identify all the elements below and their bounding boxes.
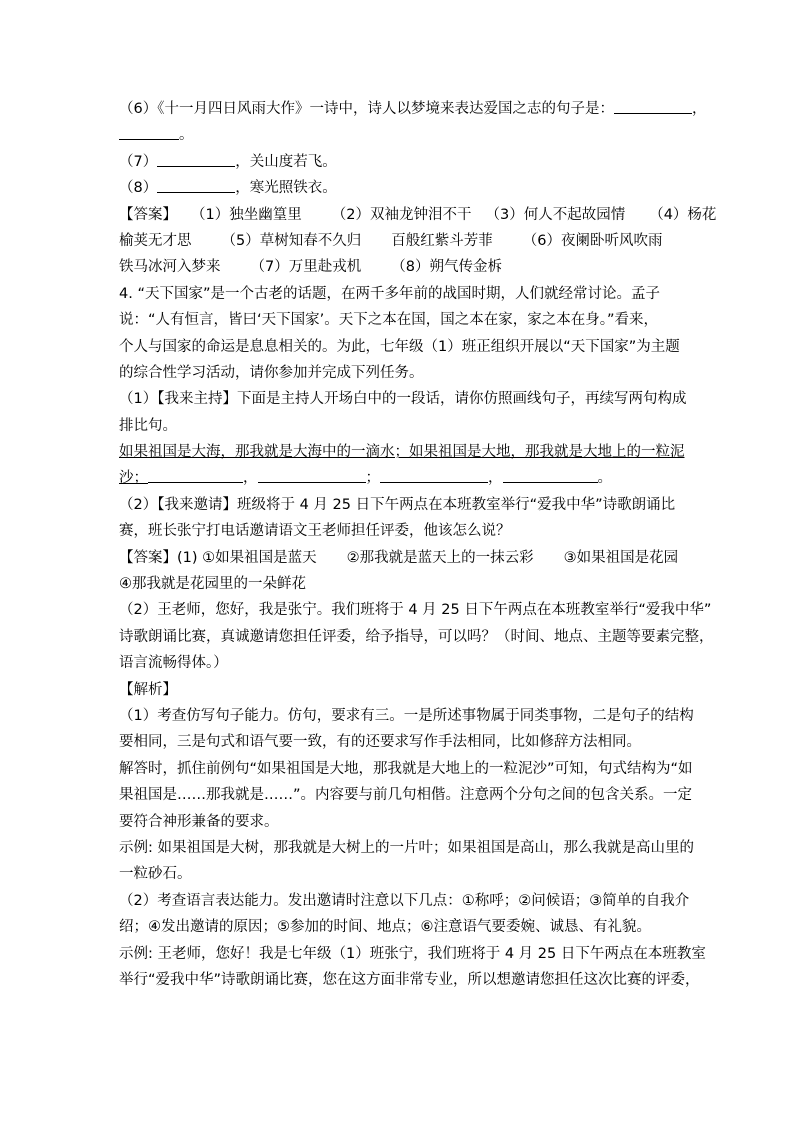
- answer-blank: [380, 468, 488, 483]
- analysis-p1b: 要相同，三是句式和语气要一致，有的还要求写作手法相同，比如修辞方法相同。: [119, 734, 641, 751]
- answer-item: （6）夜阑卧听风吹雨: [522, 232, 663, 249]
- task-1-line2: 排比句。: [119, 417, 177, 434]
- question-text: ，关山度若飞。: [235, 153, 337, 170]
- underlined-example-end: 沙；: [119, 470, 148, 487]
- answer-section-2-line1: [119, 545, 679, 571]
- question-4-line3: 个人与国家的命运是息息相关的。为此，七年级（1）班正组织开展以“天下国家”为主题: [119, 338, 680, 355]
- answer-item: （4）杨花: [649, 206, 717, 223]
- question-number: （7）: [119, 153, 158, 170]
- answer-item: 榆荚无才思: [119, 232, 192, 249]
- question-number: （8）: [119, 180, 158, 197]
- task-1-line1: （1）【我来主持】下面是主持人开场白中的一段话，请你仿照画线句子，再续写两句构成: [119, 391, 687, 408]
- question-8: [119, 175, 679, 201]
- analysis-p3a: 示例: 如果祖国是大树，那我就是大树上的一片叶；如果祖国是高山，那么我就是高山里的: [119, 839, 694, 856]
- answer-item: （1）独坐幽篁里: [191, 206, 302, 223]
- analysis-p3b: 一粒砂石。: [119, 866, 192, 883]
- question-4-line4: 的综合性学习活动，请你参加并完成下列任务。: [119, 364, 424, 381]
- task-1-blanks: [119, 465, 679, 491]
- answer-item: ③如果祖国是花园: [563, 549, 679, 566]
- punctuation: ，: [691, 101, 707, 117]
- answer-blank: [148, 468, 243, 483]
- analysis-p2a: 解答时，抓住前例句“如果祖国是大地，那我就是大地上的一粒泥沙”可知，句式结构为“如: [119, 760, 693, 777]
- answer-section-2-line5: 语言流畅得体。）: [119, 655, 228, 672]
- answer-item: 百般红紫斗芳菲: [391, 232, 493, 249]
- answer-item: ②那我就是蓝天上的一抹云彩: [346, 549, 534, 566]
- answer-blank: [503, 468, 598, 483]
- answer-blank: [258, 468, 366, 483]
- answer-section-1-line2: [119, 228, 679, 254]
- analysis-p4a: （2）考查语言表达能力。发出邀请时注意以下几点：①称呼；②问候语；③简单的自我介: [119, 892, 690, 909]
- question-text: ，寒光照铁衣。: [235, 180, 337, 197]
- answer-section-1-line1: [119, 202, 717, 228]
- question-7: [119, 149, 679, 175]
- punctuation: ，: [243, 470, 258, 487]
- task-2-line1: （2）【我来邀请】班级将于 4 月 25 日下午两点在本班教室举行“爱我中华”诗歌朗诵比: [119, 496, 676, 513]
- answer-section-2-line2: ④那我就是花园里的一朵鲜花: [119, 576, 306, 593]
- analysis-label: 【解析】: [119, 681, 177, 698]
- question-4-line1: 4. “天下国家”是一个古老的话题，在两千多年前的战国时期，人们就经常讨论。孟子: [119, 285, 660, 302]
- answer-blank: [119, 125, 179, 140]
- answer-blank: [614, 99, 692, 114]
- question-6-text: （6）《十一月四日风雨大作》一诗中，诗人以梦境来表达爱国之志的句子是：: [119, 101, 614, 117]
- answer-item: （7）万里赴戎机: [250, 259, 362, 276]
- answer-item: （8）朔气传金柝: [391, 259, 502, 276]
- answer-label: 【答案】: [119, 206, 177, 223]
- answer-item: 铁马冰河入梦来: [119, 259, 221, 276]
- analysis-p1a: （1）考查仿写句子能力。仿句，要求有三。一是所述事物属于同类事物，二是句子的结构: [119, 707, 694, 724]
- answer-section-1-line3: [119, 254, 679, 280]
- answer-item: （3）何人不起故园情: [485, 206, 626, 223]
- answer-item: (1) ①如果祖国是蓝天: [177, 549, 317, 566]
- punctuation: 。: [597, 470, 612, 487]
- punctuation: ；: [365, 470, 380, 487]
- answer-blank: [157, 178, 235, 193]
- question-6-line1: [119, 96, 707, 122]
- analysis-p2c: 要符合神形兼备的要求。: [119, 813, 279, 830]
- question-4-line2: 说：“人有恒言，皆曰‘天下国家’。天下之本在国，国之本在家，家之本在身。”看来，: [119, 312, 658, 329]
- analysis-p5a: 示例: 王老师，您好！我是七年级（1）班张宁，我们班将于 4 月 25 日下午两点在本班教室: [119, 945, 706, 962]
- answer-section-2-line3: （2）王老师，您好，我是张宁。我们班将于 4 月 25 日下午两点在本班教室举行“爱我中华”: [119, 602, 712, 619]
- answer-blank: [157, 152, 235, 167]
- task-2-line2: 赛，班长张宁打电话邀请语文王老师担任评委，他该怎么说？: [119, 523, 511, 540]
- answer-item: （5）草树知春不久归: [221, 232, 362, 249]
- analysis-p2b: 果祖国是……那我就是……”。内容要与前几句相偕。注意两个分句之间的包含关系。一定: [119, 787, 693, 804]
- question-6-line2: [119, 122, 679, 148]
- underlined-example: 如果祖国是大海，那我就是大海中的一滴水；如果祖国是大地，那我就是大地上的一粒泥: [119, 444, 685, 461]
- punctuation: 。: [179, 127, 194, 144]
- document-page: [119, 96, 717, 993]
- answer-section-2-line4: 诗歌朗诵比赛，真诚邀请您担任评委，给予指导，可以吗？（时间、地点、主题等要素完整，: [119, 628, 714, 645]
- analysis-p5b: 举行“爱我中华”诗歌朗诵比赛，您在这方面非常专业，所以想邀请您担任这次比赛的评委，: [119, 971, 700, 988]
- answer-label: 【答案】: [119, 549, 177, 566]
- task-1-example: [119, 439, 685, 465]
- analysis-p4b: 绍；④发出邀请的原因；⑤参加的时间、地点；⑥注意语气要委婉、诚恳、有礼貌。: [119, 919, 651, 936]
- punctuation: ，: [488, 470, 503, 487]
- answer-item: （2）双袖龙钟泪不干: [331, 206, 472, 223]
